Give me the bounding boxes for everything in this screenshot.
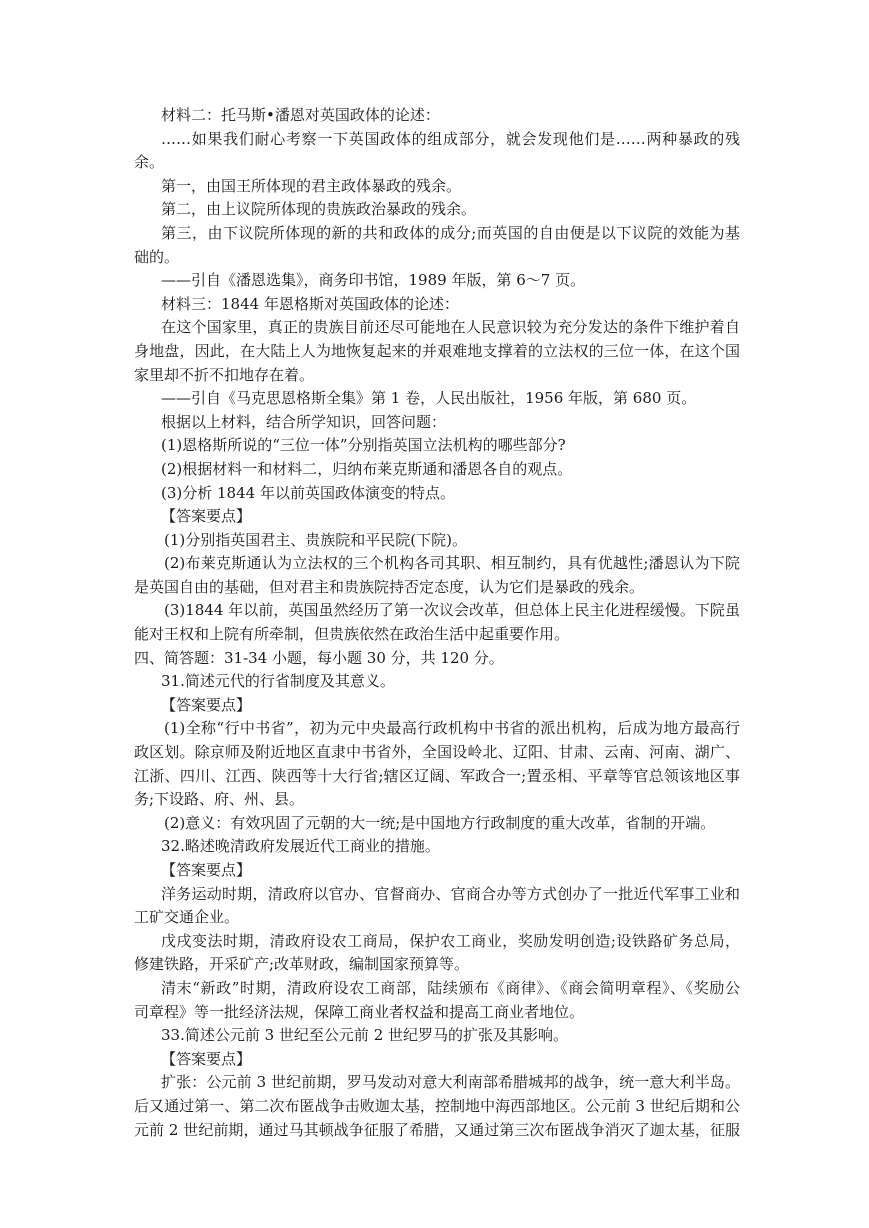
question-line: 31.简述元代的行省制度及其意义。: [161, 672, 395, 691]
answer-heading: 【答案要点】: [161, 1049, 252, 1068]
citation-line: ——引自《马克思恩格斯全集》第 1 卷，人民出版社，1956 年版，第 680 页。: [161, 389, 697, 408]
question-line: 33.简述公元前 3 世纪至公元前 2 世纪罗马的扩张及其影响。: [161, 1026, 569, 1045]
citation-line: ——引自《潘恩选集》，商务印书馆，1989 年版，第 6～7 页。: [161, 271, 586, 290]
answer-line: 修建铁路，开采矿产;改革财政，编制国家预算等。: [134, 955, 470, 974]
text-line: 身地盘，因此，在大陆上人为地恢复起来的并艰难地支撑着的立法权的三位一体，在这个国: [134, 341, 740, 360]
text-line: 第二，由上议院所体现的贵族政治暴政的残余。: [161, 200, 477, 219]
answer-line: (2)意义：有效巩固了元朝的大一统;是中国地方行政制度的重大改革，省制的开端。: [164, 813, 716, 832]
answer-line: 司章程》等一批经济法规，保障工商业者权益和提高工商业者地位。: [134, 1002, 585, 1021]
answer-line: 戊戌变法时期，清政府设农工商局，保护农工商业，奖励发明创造;设铁路矿务总局，: [161, 931, 740, 950]
answer-line: (1)分别指英国君主、贵族院和平民院(下院)。: [164, 530, 467, 549]
text-line: 家里却不折不扣地存在着。: [134, 365, 315, 384]
text-line: 第三，由下议院所体现的新的共和政体的成分;而英国的自由便是以下议院的效能为基: [161, 223, 740, 242]
answer-line: 江浙、四川、江西、陕西等十大行省;辖区辽阔、军政合一;置丞相、平章等官总领该地区事: [134, 766, 740, 785]
answer-line: 政区划。除京师及附近地区直隶中书省外，全国设岭北、辽阳、甘肃、云南、河南、湖广、: [134, 743, 740, 762]
question-line: (2)根据材料一和材料二，归纳布莱克斯通和潘恩各自的观点。: [161, 459, 573, 478]
section-heading: 四、简答题：31-34 小题，每小题 30 分，共 120 分。: [134, 648, 504, 667]
answer-line: (2)布莱克斯通认为立法权的三个机构各司其职、相互制约，具有优越性;潘恩认为下院: [164, 554, 740, 573]
document-page: [134, 104, 740, 1142]
question-line: (3)分析 1844 年以前英国政体演变的特点。: [161, 483, 455, 502]
answer-heading: 【答案要点】: [161, 695, 252, 714]
answer-line: 工矿交通企业。: [134, 908, 240, 927]
answer-line: 能对王权和上院有所牵制，但贵族依然在政治生活中起重要作用。: [134, 625, 570, 644]
text-line: 根据以上材料，结合所学知识，回答问题：: [161, 412, 447, 431]
answer-line: 务;下设路、府、州、县。: [134, 790, 305, 809]
answer-line: 元前 2 世纪前期，通过马其顿战争征服了希腊，又通过第三次布匿战争消灭了迦太基，征服: [134, 1120, 740, 1139]
text-line: 第一，由国王所体现的君主政体暴政的残余。: [161, 176, 462, 195]
text-line: 在这个国家里，真正的贵族目前还尽可能地在人民意识较为充分发达的条件下维护着自: [161, 318, 740, 337]
question-line: 32.略述晚清政府发展近代工商业的措施。: [161, 837, 440, 856]
answer-line: 扩张：公元前 3 世纪前期，罗马发动对意大利南部希腊城邦的战争，统一意大利半岛。: [161, 1073, 740, 1092]
text-line: 余。: [134, 153, 165, 172]
text-line: 础的。: [134, 247, 180, 266]
text-line: 材料二：托马斯•潘恩对英国政体的论述：: [161, 106, 440, 124]
answer-heading: 【答案要点】: [161, 861, 252, 879]
answer-line: (3)1844 年以前，英国虽然经历了第一次议会改革，但总体上民主化进程缓慢。下院虽: [164, 601, 740, 620]
question-line: (1)恩格斯所说的“三位一体”分别指英国立法机构的哪些部分?: [161, 436, 566, 455]
answer-line: (1)全称“行中书省”，初为元中央最高行政机构中书省的派出机构，后成为地方最高行: [164, 719, 740, 738]
answer-heading: 【答案要点】: [161, 507, 252, 526]
answer-line: 洋务运动时期，清政府以官办、官督商办、官商合办等方式创办了一批近代军事工业和: [161, 884, 740, 903]
answer-line: 是英国自由的基础，但对君主和贵族院持否定态度，认为它们是暴政的残余。: [134, 577, 645, 596]
text-line: ……如果我们耐心考察一下英国政体的组成部分，就会发现他们是……两种暴政的残: [161, 129, 740, 148]
text-line: 材料三：1844 年恩格斯对英国政体的论述：: [161, 294, 459, 313]
answer-line: 后又通过第一、第二次布匿战争击败迦太基，控制地中海西部地区。公元前 3 世纪后期和公: [134, 1096, 740, 1115]
answer-line: 清末“新政”时期，清政府设农工商部，陆续颁布《商律》、《商会简明章程》、《奖励公: [161, 978, 740, 997]
